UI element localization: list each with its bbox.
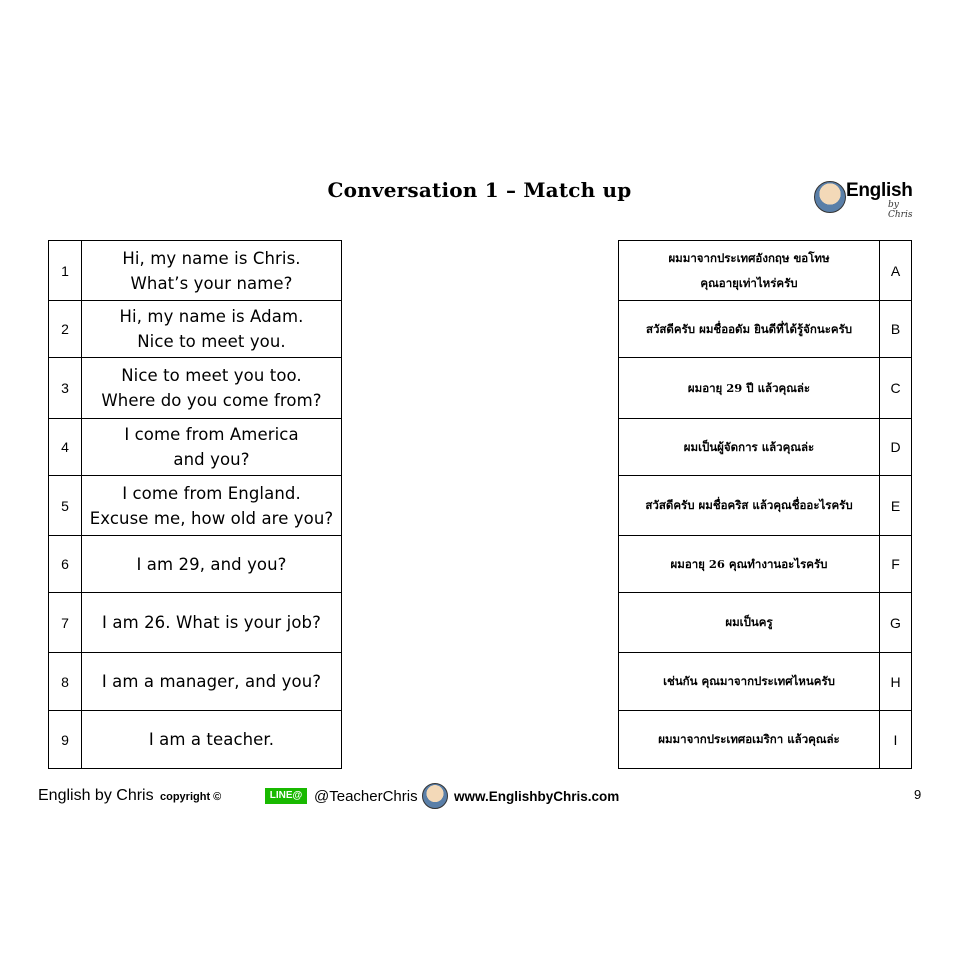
english-by-chris-logo	[814, 180, 924, 220]
thai-translation: สวัสดีครับ ผมชื่ออดัม ยินดีที่ได้รู้จักนะครับ	[619, 301, 880, 358]
english-sentence: I come from America and you?	[82, 419, 342, 476]
logo-word: English	[846, 180, 913, 201]
row-letter: E	[880, 476, 912, 536]
footer-copyright: copyright ©	[160, 791, 222, 803]
sentence-row	[49, 476, 342, 536]
sentence-row	[49, 653, 342, 711]
row-letter: C	[880, 358, 912, 419]
translation-row	[619, 419, 912, 476]
translation-row	[619, 358, 912, 419]
translation-row	[619, 536, 912, 593]
page-number: 9	[914, 787, 922, 802]
row-letter: F	[880, 536, 912, 593]
sentence-row	[49, 241, 342, 301]
english-sentence: I am a teacher.	[82, 711, 342, 769]
english-sentence: I am 26. What is your job?	[82, 593, 342, 653]
footer-website: www.EnglishbyChris.com	[454, 789, 620, 804]
row-letter: D	[880, 419, 912, 476]
thai-translation: ผมมาจากประเทศอเมริกา แล้วคุณล่ะ	[619, 711, 880, 769]
row-number: 1	[49, 241, 82, 301]
thai-translation: ผมเป็นครู	[619, 593, 880, 653]
translation-row	[619, 593, 912, 653]
sentence-row	[49, 711, 342, 769]
row-number: 9	[49, 711, 82, 769]
row-letter: I	[880, 711, 912, 769]
thai-translation: ผมมาจากประเทศอังกฤษ ขอโทษ คุณอายุเท่าไหร่ครับ	[619, 241, 880, 301]
logo-by: by Chris	[888, 200, 913, 220]
page-title: Conversation 1 – Match up	[327, 178, 632, 202]
thai-translation: สวัสดีครับ ผมชื่อคริส แล้วคุณชื่ออะไรครับ	[619, 476, 880, 536]
row-letter: H	[880, 653, 912, 711]
row-number: 5	[49, 476, 82, 536]
thai-translations-table	[618, 240, 912, 769]
thai-translation: ผมอายุ 26 คุณทำงานอะไรครับ	[619, 536, 880, 593]
english-sentence: I am 29, and you?	[82, 536, 342, 593]
footer-brand: English by Chris	[38, 787, 154, 804]
sentence-row	[49, 536, 342, 593]
english-sentence: I come from England. Excuse me, how old are you?	[82, 476, 342, 536]
english-sentence: Hi, my name is Chris. What’s your name?	[82, 241, 342, 301]
english-sentence: I am a manager, and you?	[82, 653, 342, 711]
row-letter: B	[880, 301, 912, 358]
sentence-row	[49, 301, 342, 358]
thai-translation: เช่นกัน คุณมาจากประเทศไหนครับ	[619, 653, 880, 711]
translation-row	[619, 301, 912, 358]
row-number: 7	[49, 593, 82, 653]
chris-avatar-icon	[422, 783, 448, 809]
row-number: 3	[49, 358, 82, 419]
thai-translation: ผมอายุ 29 ปี แล้วคุณล่ะ	[619, 358, 880, 419]
translation-row	[619, 653, 912, 711]
footer-line-handle: @TeacherChris	[314, 788, 418, 805]
line-badge: LINE@	[265, 788, 307, 804]
row-letter: G	[880, 593, 912, 653]
chris-avatar-icon	[814, 181, 846, 213]
row-number: 2	[49, 301, 82, 358]
row-number: 8	[49, 653, 82, 711]
english-sentence: Nice to meet you too. Where do you come from?	[82, 358, 342, 419]
row-number: 6	[49, 536, 82, 593]
thai-translation: ผมเป็นผู้จัดการ แล้วคุณล่ะ	[619, 419, 880, 476]
row-number: 4	[49, 419, 82, 476]
sentence-row	[49, 593, 342, 653]
sentence-row	[49, 419, 342, 476]
translation-row	[619, 711, 912, 769]
english-sentence: Hi, my name is Adam. Nice to meet you.	[82, 301, 342, 358]
translation-row	[619, 476, 912, 536]
translation-row	[619, 241, 912, 301]
english-sentences-table	[48, 240, 342, 769]
sentence-row	[49, 358, 342, 419]
row-letter: A	[880, 241, 912, 301]
